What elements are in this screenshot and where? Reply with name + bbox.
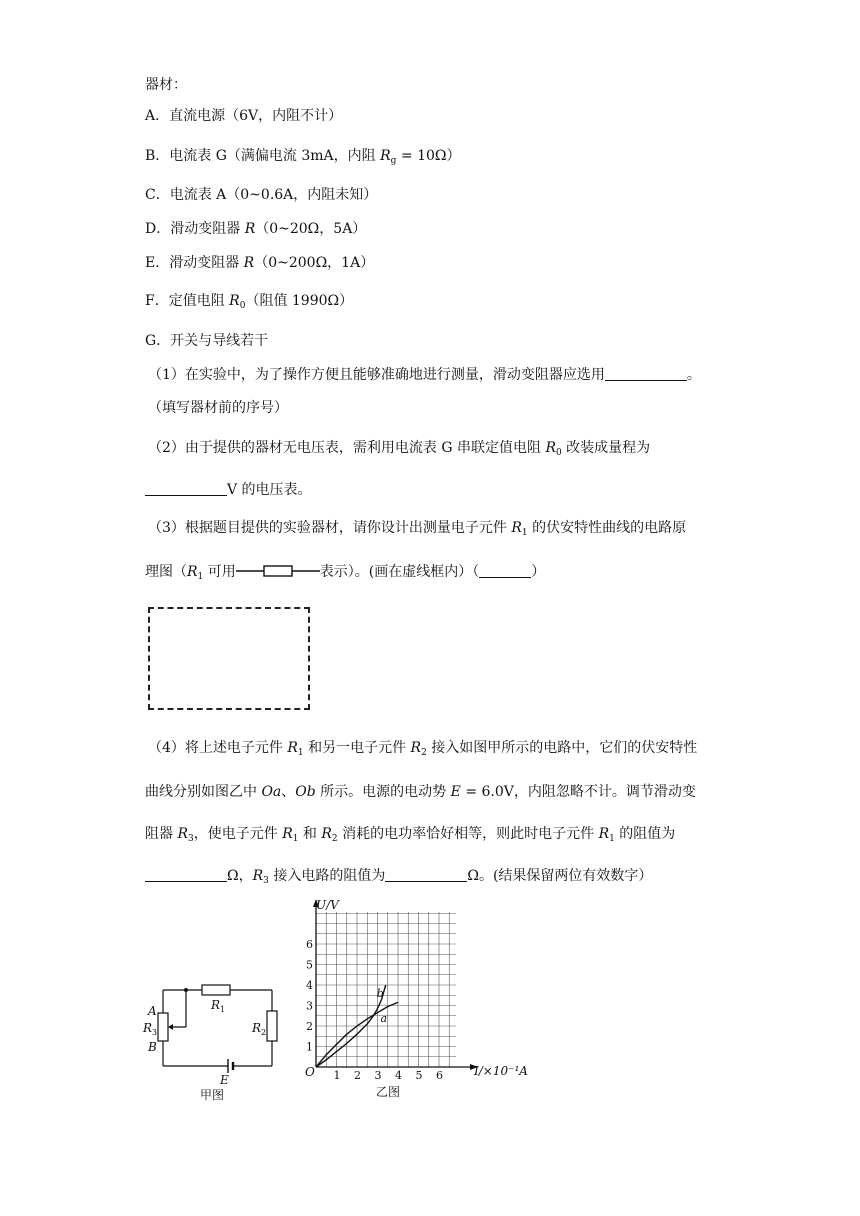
item-f: F．定值电阻 $R_0$（阻值 1990Ω） — [145, 293, 354, 311]
x-tick-label: 5 — [415, 1069, 423, 1082]
svg-text:R2: $R_2$ — [252, 1021, 267, 1037]
item-g: G．开关与导线若干 — [145, 333, 269, 349]
svg-text:R1: $R_1$ — [211, 998, 226, 1014]
q1-line2: （填写器材前的序号） — [148, 400, 288, 416]
item-e: E．滑动变阻器 R（0~200Ω，1A） — [145, 255, 375, 271]
circuit-diagram — [140, 978, 290, 1103]
q1-line1: （1）在实验中，为了操作方便且能够准确地进行测量，滑动变阻器应选用 。 — [148, 367, 701, 383]
x-tick-label: 1 — [333, 1069, 341, 1082]
origin-label: O — [305, 1065, 315, 1079]
ui-chart — [296, 895, 536, 1100]
y-tick-label: 5 — [306, 958, 313, 972]
q4-line1: （4）将上述电子元件 $R_1$ 和另一电子元件 $R_2$ 接入如图甲所示的电路中，它们的伏安特性 — [148, 740, 698, 758]
y-tick-label: 4 — [306, 979, 313, 992]
y-tick-label: 6 — [306, 938, 313, 951]
item-c: C．电流表 A（0~0.6A，内阻未知） — [145, 187, 378, 203]
x-tick-label: 4 — [395, 1069, 402, 1082]
svg-text:甲图: 甲图 — [200, 1088, 225, 1102]
svg-text:B: B — [148, 1040, 157, 1054]
x-axis-label: I/×10⁻¹A — [474, 1064, 528, 1078]
q3-line2: 理图（$R_1$ 可用 表示）。(画在虚线框内）（ ） — [145, 564, 546, 582]
q3-line1: （3）根据题目提供的实验器材，请你设计出测量电子元件 $R_1$ 的伏安特性曲线的电路原 — [148, 520, 687, 538]
q2-line1: （2）由于提供的器材无电压表，需利用电流表 G 串联定值电阻 $R_0$ 改装成量程为 — [148, 440, 651, 458]
x-tick-label: 3 — [374, 1069, 382, 1082]
y-tick-label: 3 — [306, 999, 313, 1013]
x-tick-label: 6 — [436, 1069, 443, 1082]
x-tick-label: 2 — [354, 1069, 361, 1082]
item-b: B．电流表 G（满偏电流 3mA，内阻 $R_g = 10\Omega$） — [145, 148, 461, 166]
y-axis-label: U/V — [316, 898, 339, 912]
materials-title: 器材： — [145, 77, 187, 93]
y-tick-label: 1 — [306, 1040, 313, 1054]
item-d: D．滑动变阻器 R（0~20Ω，5A） — [145, 221, 367, 237]
resistor-symbol-icon — [236, 564, 320, 578]
resistor-r1 — [202, 985, 230, 995]
q4-line3: 阻器 $R_3$，使电子元件 $R_1$ 和 $R_2$ 消耗的电功率恰好相等，则此时电子元件 $R_1$ 的阻值为 — [145, 826, 676, 844]
resistor-r3 — [158, 1013, 168, 1041]
y-tick-label: 2 — [306, 1020, 313, 1033]
item-a: A．直流电源（6V，内阻不计） — [145, 108, 343, 124]
svg-text:R3: $R_3$ — [143, 1021, 158, 1037]
curve-label-b: b — [376, 987, 384, 1000]
resistor-r2 — [267, 1011, 277, 1041]
curve-label-a: a — [380, 1011, 388, 1025]
drawing-area-box — [148, 607, 310, 710]
svg-text:A: A — [148, 1004, 157, 1018]
svg-text:E: E — [220, 1073, 229, 1087]
q4-line4: Ω，$R_3$ 接入电路的阻值为 Ω。(结果保留两位有效数字） — [145, 866, 652, 891]
q4-line2: 曲线分别如图乙中 Oa、Ob 所示。电源的电动势 E = 6.0V，内阻忽略不计。调节滑动变 — [145, 784, 696, 800]
chart-caption: 乙图 — [376, 1085, 401, 1099]
q2-line2: V 的电压表。 — [145, 480, 312, 500]
